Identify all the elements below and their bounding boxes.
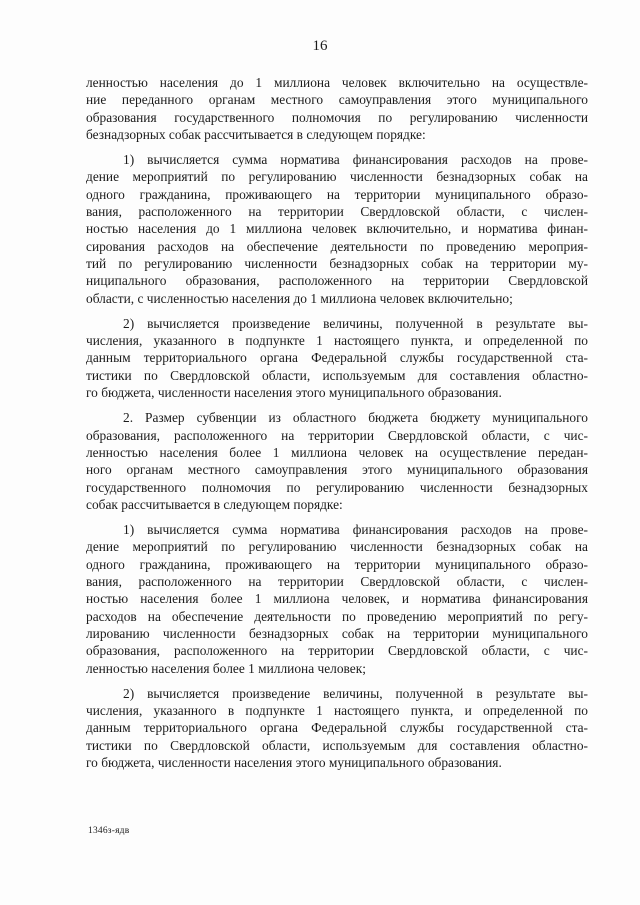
text-line: безнадзорных собак рассчитывается в следующем порядке: [86,126,426,142]
text-line: 2. Размер субвенции из областного бюджета бюджету муниципального [123,410,588,426]
text-line: ного органам местного самоуправления этого муниципального образования [86,462,588,478]
text-line: данным территориального органа Федеральной службы государственной ста- [86,720,588,736]
text-line: собак рассчитывается в следующем порядке: [86,496,343,512]
text-line: го бюджета, численности населения этого муниципального образования. [86,385,502,401]
text-line: области, с численностью населения до 1 миллиона человек включительно; [86,290,513,306]
page-number: 16 [312,38,328,54]
paragraph-continuation [86,74,588,143]
text-line: го бюджета, численности населения этого муниципального образования. [86,754,502,770]
text-line: ниципального образования, расположенного на территории Свердловской [86,273,588,289]
text-line: дение мероприятий по регулированию численности безнадзорных собак на [86,539,588,555]
text-line: ностью населения до 1 миллиона человек включительно, и норматива финан- [86,221,588,237]
paragraph-subitem-2 [86,685,588,771]
text-line: 2) вычисляется произведение величины, полученной в результате вы- [123,315,588,331]
paragraph-item-2 [86,409,588,513]
paragraph-subitem-1 [86,151,588,307]
paragraph-subitem-1 [86,521,588,677]
paragraph-subitem-2 [86,315,588,401]
text-line: 2) вычисляется произведение величины, полученной в результате вы- [123,685,588,701]
text-line: государственного полномочия по регулированию численности безнадзорных [86,479,588,495]
text-line: одного гражданина, проживающего на территории муниципального образо- [86,556,588,572]
text-line: одного гражданина, проживающего на территории муниципального образо- [86,186,588,202]
text-line: лированию численности безнадзорных собак на территории муниципального [86,625,588,641]
text-line: ленностью населения более 1 миллиона человек на осуществление передан- [86,444,588,460]
text-line: образования, расположенного на территории Свердловской области, с чис- [86,643,588,659]
text-line: тий по регулированию численности безнадзорных собак на территории му- [86,255,588,271]
text-line: числения, указанного в подпункте 1 настоящего пункта, и определенной по [86,333,588,349]
text-line: вания, расположенного на территории Свердловской области, с числен- [86,204,588,220]
text-line: тистики по Свердловской области, используемым для составления областно- [86,737,588,753]
text-line: ностью населения более 1 миллиона человек, и норматива финансирования [86,591,588,607]
text-line: ние переданного органам местного самоуправления этого муниципального [86,92,588,108]
text-line: вания, расположенного на территории Свердловской области, с числен- [86,574,588,590]
text-line: 1) вычисляется сумма норматива финансирования расходов на прове- [123,152,588,168]
text-line: дение мероприятий по регулированию численности безнадзорных собак на [86,169,588,185]
text-line: образования государственного полномочия по регулированию численности [86,109,588,125]
text-line: ленностью населения до 1 миллиона человек включительно на осуществле- [86,75,588,90]
text-line: 1) вычисляется сумма норматива финансирования расходов на прове- [123,522,588,538]
document-body [86,74,588,771]
text-line: расходов на обеспечение деятельности по проведению мероприятий по регу- [86,608,588,624]
text-line: тистики по Свердловской области, используемым для составления областно- [86,367,588,383]
text-line: образования, расположенного на территории Свердловской области, с чис- [86,427,588,443]
text-line: ленностью населения более 1 миллиона человек; [86,660,366,676]
text-line: числения, указанного в подпункте 1 настоящего пункта, и определенной по [86,703,588,719]
document-code: 1346з-ядв [88,826,130,836]
text-line: данным территориального органа Федеральной службы государственной ста- [86,350,588,366]
text-line: сирования расходов на обеспечение деятельности по проведению мероприя- [86,238,588,254]
